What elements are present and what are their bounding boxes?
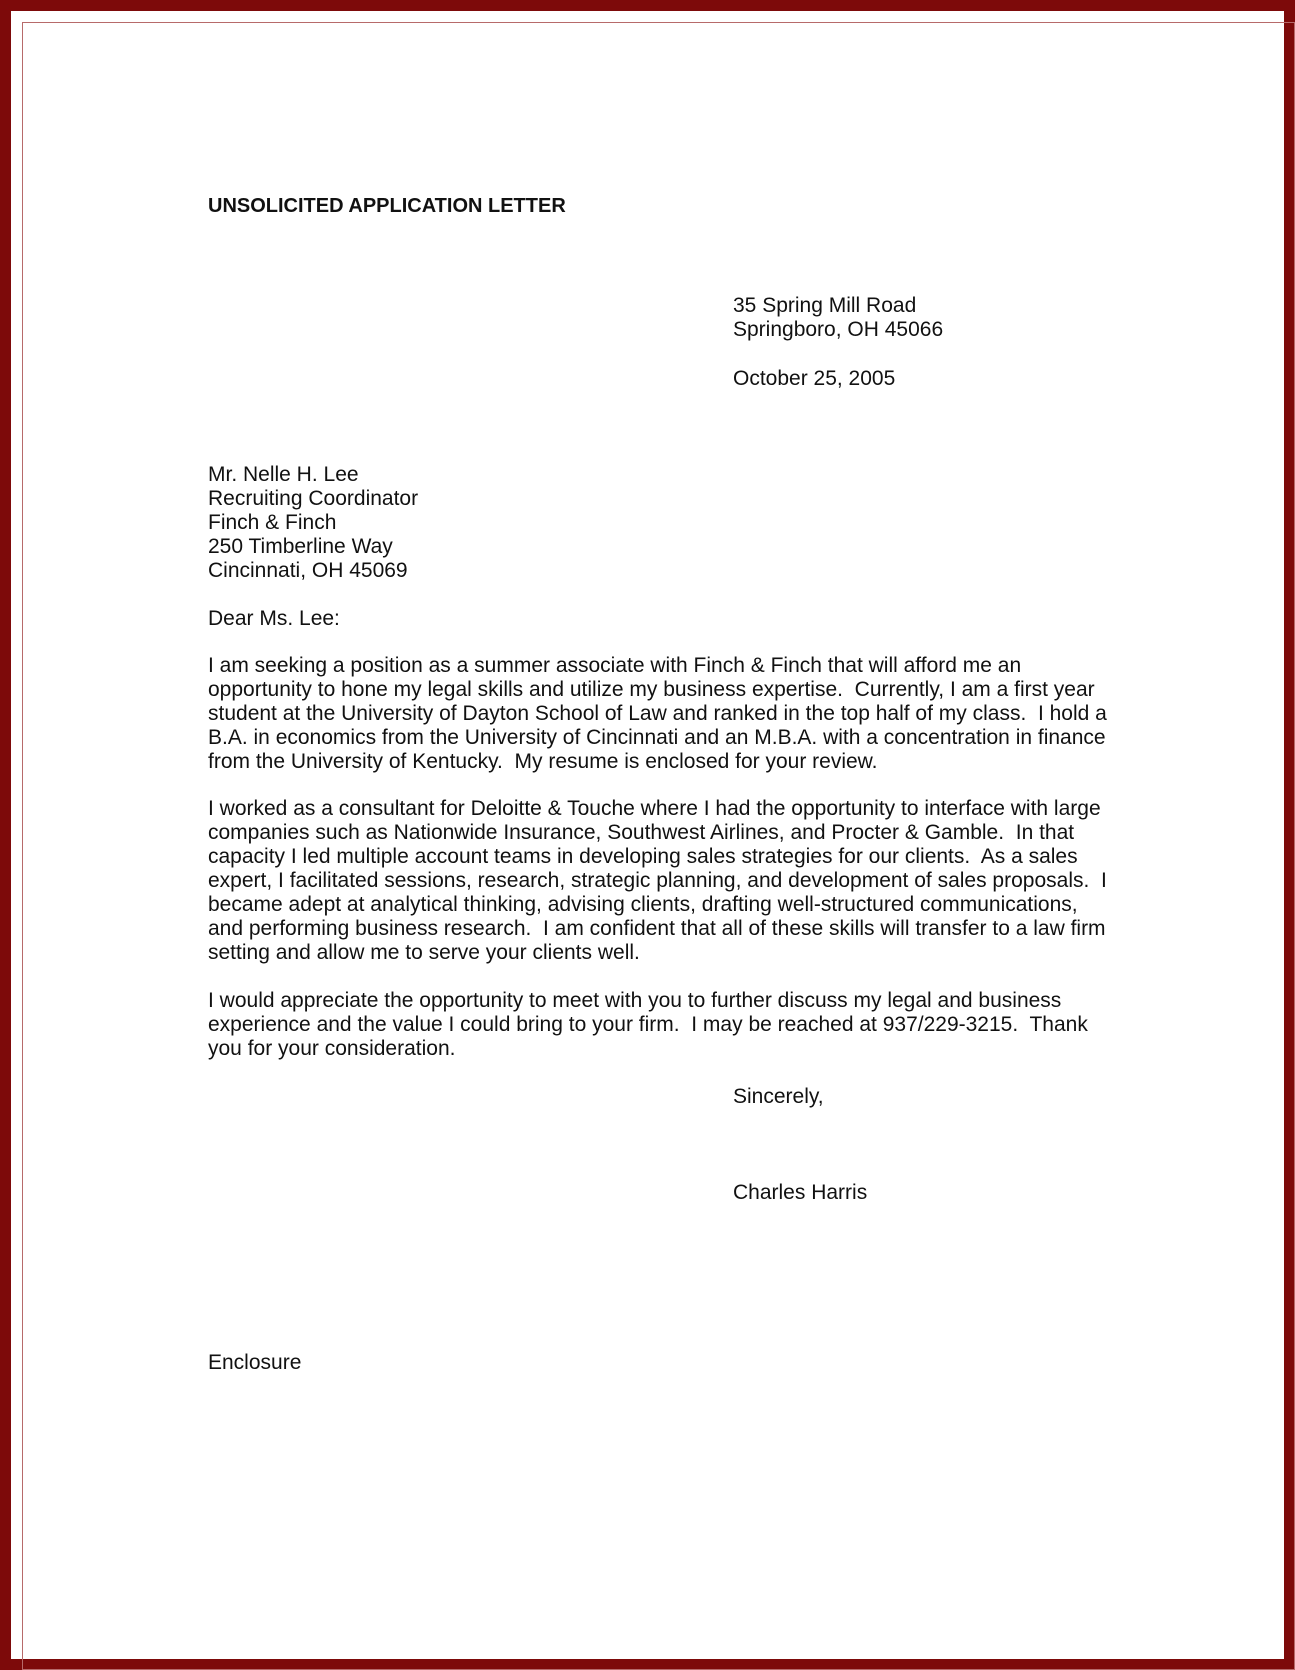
sender-address-line1: 35 Spring Mill Road	[733, 294, 917, 317]
recipient-company: Finch & Finch	[208, 511, 337, 534]
paragraph-line: student at the University of Dayton School of Law and ranked in the top half of my class. I hold a	[208, 702, 1107, 725]
paragraph-2	[208, 797, 1107, 965]
recipient-address	[208, 463, 418, 583]
paragraph-line: became adept at analytical thinking, advising clients, drafting well-structured communications,	[208, 893, 1078, 916]
paragraph-line: expert, I facilitated sessions, research, strategic planning, and development of sales proposals. I	[208, 869, 1107, 892]
paragraph-1	[208, 654, 1107, 774]
closing: Sincerely,	[733, 1085, 824, 1108]
paragraph-line: you for your consideration.	[208, 1037, 456, 1060]
recipient-city-state-zip: Cincinnati, OH 45069	[208, 559, 408, 582]
paragraph-line: I am seeking a position as a summer associate with Finch & Finch that will afford me an	[208, 654, 1022, 677]
paragraph-line: companies such as Nationwide Insurance, Southwest Airlines, and Procter & Gamble. In that	[208, 821, 1075, 844]
paragraph-line: I worked as a consultant for Deloitte & Touche where I had the opportunity to interface with large	[208, 797, 1101, 820]
paragraph-line: opportunity to hone my legal skills and utilize my business expertise. Currently, I am a first year	[208, 678, 1095, 701]
recipient-street: 250 Timberline Way	[208, 535, 393, 558]
recipient-position: Recruiting Coordinator	[208, 487, 419, 510]
letter-title: UNSOLICITED APPLICATION LETTER	[208, 195, 566, 217]
paragraph-line: from the University of Kentucky. My resume is enclosed for your review.	[208, 750, 878, 773]
paragraph-3	[208, 989, 1088, 1061]
sender-address	[733, 294, 943, 342]
paragraph-line: and performing business research. I am confident that all of these skills will transfer to a law firm	[208, 917, 1106, 940]
paragraph-line: experience and the value I could bring to your firm. I may be reached at 937/229-3215. Thank	[208, 1013, 1088, 1036]
paragraph-line: B.A. in economics from the University of Cincinnati and an M.B.A. with a concentration in finance	[208, 726, 1106, 749]
salutation: Dear Ms. Lee:	[208, 607, 340, 630]
paragraph-line: setting and allow me to serve your clients well.	[208, 941, 640, 964]
signature-name: Charles Harris	[733, 1181, 868, 1204]
enclosure-note: Enclosure	[208, 1351, 302, 1374]
letter-date: October 25, 2005	[733, 367, 896, 390]
paragraph-line: I would appreciate the opportunity to meet with you to further discuss my legal and business	[208, 989, 1062, 1012]
recipient-name: Mr. Nelle H. Lee	[208, 463, 359, 486]
paragraph-line: capacity I led multiple account teams in developing sales strategies for our clients. As a sales	[208, 845, 1078, 868]
sender-address-line2: Springboro, OH 45066	[733, 318, 944, 341]
